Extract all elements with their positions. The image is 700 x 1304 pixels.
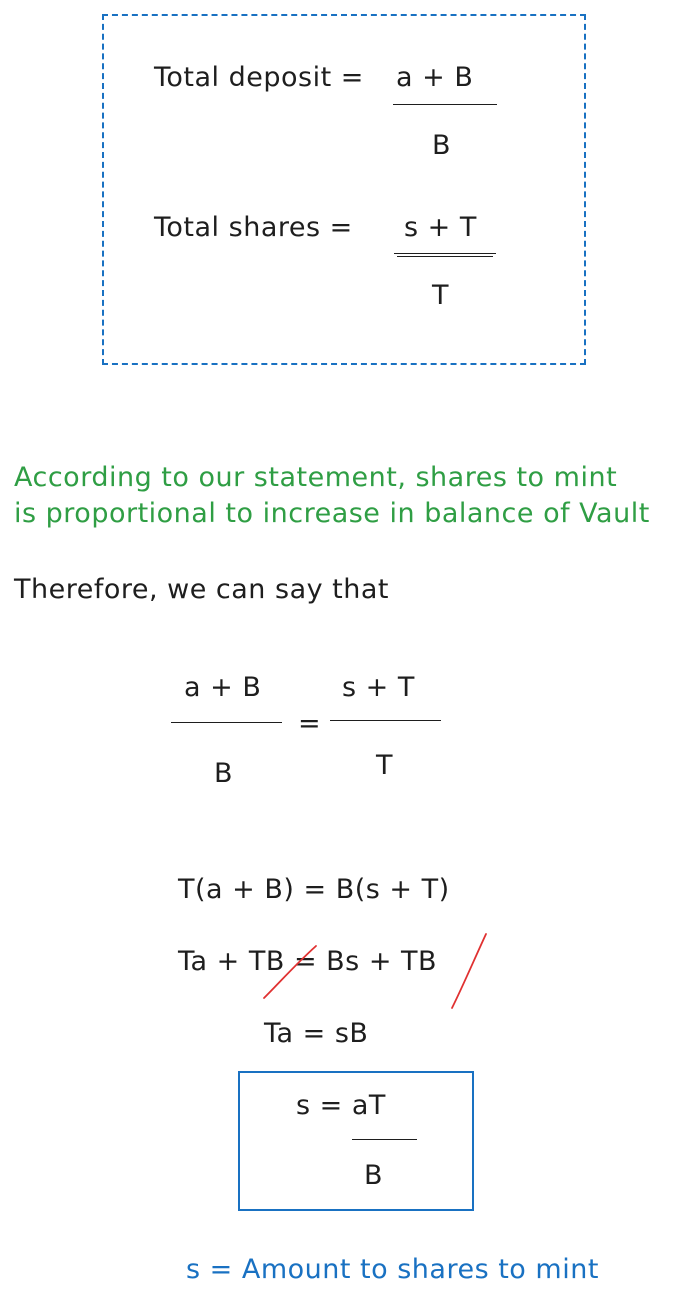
total-shares-numerator: s + T xyxy=(404,212,477,243)
total-shares-label: Total shares = xyxy=(154,212,353,243)
total-shares-fraction-bar-stroke xyxy=(397,256,493,257)
result-fraction-bar xyxy=(352,1139,417,1140)
total-shares-denominator: T xyxy=(432,280,449,311)
total-deposit-label: Total deposit = xyxy=(154,62,364,93)
step-1-expression: T(a + B) = B(s + T) xyxy=(178,874,450,905)
strike-through-left-icon xyxy=(260,944,320,1004)
ratio-right-denominator: T xyxy=(376,750,393,781)
total-deposit-numerator: a + B xyxy=(396,62,474,93)
ratio-left-fraction-bar xyxy=(171,722,282,723)
step-3-expression: Ta = sB xyxy=(264,1018,369,1049)
step-2-expression: Ta + TB = Bs + TB xyxy=(178,946,438,977)
statement-line-2: is proportional to increase in balance of Vault xyxy=(14,498,650,529)
ratio-equals-sign: = xyxy=(298,708,322,739)
result-lhs: s = aT xyxy=(296,1090,386,1121)
ratio-left-numerator: a + B xyxy=(184,672,262,703)
result-denominator: B xyxy=(364,1160,384,1191)
ratio-left-denominator: B xyxy=(214,758,234,789)
therefore-text: Therefore, we can say that xyxy=(14,574,390,605)
statement-line-1: According to our statement, shares to mint xyxy=(14,462,618,493)
ratio-right-fraction-bar xyxy=(330,720,441,721)
total-deposit-denominator: B xyxy=(432,130,452,161)
total-shares-fraction-bar xyxy=(394,253,496,254)
strike-through-right-icon xyxy=(448,932,488,1012)
ratio-right-numerator: s + T xyxy=(342,672,415,703)
footnote-definition: s = Amount to shares to mint xyxy=(186,1254,599,1285)
total-deposit-fraction-bar xyxy=(393,104,497,105)
